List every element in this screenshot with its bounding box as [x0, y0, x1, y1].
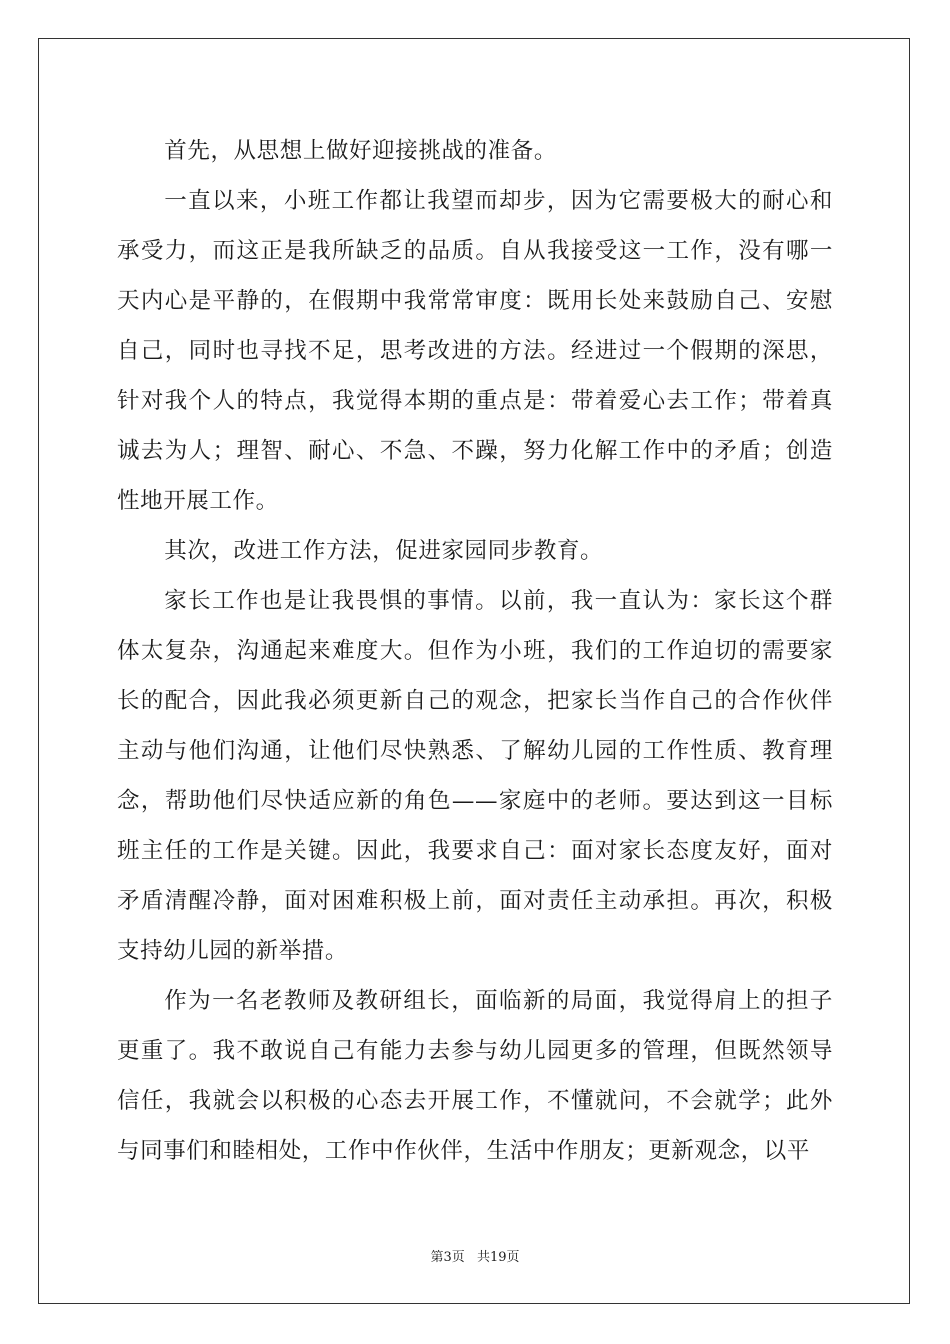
document-body: [117, 126, 833, 1176]
paragraph: 首先，从思想上做好迎接挑战的准备。: [164, 138, 557, 164]
paragraph: 一直以来，小班工作都让我望而却步，因为它需要极大的耐心和承受力，而这正是我所缺乏的品质。自从我接受这一工作，没有哪一天内心是平静的，在假期中我常常审度：既用长处来鼓励自己、安慰自己，同时也寻找不足，思考改进的方法。经进过一个假期的深思，针对我个人的特点，我觉得本期的重点是：带着爱心去工作；带着真诚去为人；理智、耐心、不急、不躁，努力化解工作中的矛盾；创造性地开展工作。: [117, 188, 833, 514]
page-number: 第3页: [430, 1250, 465, 1265]
page-total: 共19页: [476, 1250, 520, 1265]
page-footer: [0, 1246, 950, 1265]
paragraph: 家长工作也是让我畏惧的事情。以前，我一直认为：家长这个群体太复杂，沟通起来难度大。但作为小班，我们的工作迫切的需要家长的配合，因此我必须更新自己的观念，把家长当作自己的合作伙伴主动与他们沟通，让他们尽快熟悉、了解幼儿园的工作性质、教育理念，帮助他们尽快适应新的角色——家庭中的老师。要达到这一目标班主任的工作是关键。因此，我要求自己：面对家长态度友好，面对矛盾清醒冷静，面对困难积极上前，面对责任主动承担。再次，积极支持幼儿园的新举措。: [117, 588, 833, 964]
paragraph: 其次，改进工作方法，促进家园同步教育。: [164, 538, 604, 564]
paragraph: 作为一名老教师及教研组长，面临新的局面，我觉得肩上的担子更重了。我不敢说自己有能力去参与幼儿园更多的管理，但既然领导信任，我就会以积极的心态去开展工作，不懂就问，不会就学；此外与同事们和睦相处，工作中作伙伴，生活中作朋友；更新观念，以平: [117, 988, 833, 1164]
